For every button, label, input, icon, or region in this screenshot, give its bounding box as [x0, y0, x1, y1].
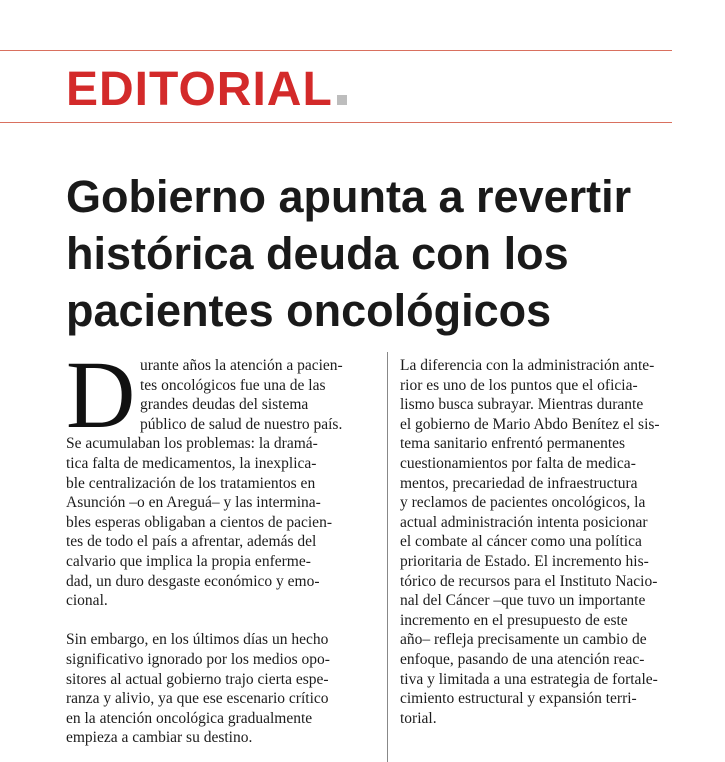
drop-cap: D — [66, 341, 136, 448]
label-dot-decoration — [337, 95, 347, 105]
text-line: enfoque, pasando de una atención reac- — [400, 650, 645, 668]
text-line: empieza a cambiar su destino. — [66, 729, 253, 747]
text-line: tes de todo el país a afrentar, además del — [66, 533, 317, 551]
headline-line: histórica deuda con los — [66, 228, 569, 279]
text-line: en la atención oncológica gradualmente — [66, 709, 313, 727]
text-line: prioritaria de Estado. El incremento his- — [400, 552, 649, 570]
text-line: el gobierno de Mario Abdo Benítez el sis- — [400, 415, 660, 433]
text-line: el combate al cáncer como una política — [400, 533, 642, 551]
text-line: tica falta de medicamentos, la inexplica- — [66, 454, 317, 472]
text-line: Asunción –o en Areguá– y las intermina- — [66, 494, 321, 512]
left-column — [66, 341, 376, 748]
bottom-rule — [0, 122, 672, 123]
text-line: actual administración intenta posicionar — [400, 513, 648, 531]
text-line: tórico de recursos para el Instituto Nacio- — [400, 572, 658, 590]
text-line: tes oncológicos fue una de las — [140, 376, 326, 394]
headline-line: Gobierno apunta a revertir — [66, 171, 632, 222]
section-label — [66, 62, 347, 118]
text-line: y reclamos de pacientes oncológicos, la — [400, 494, 646, 512]
headline — [66, 168, 686, 339]
text-line: ble centralización de los tratamientos en — [66, 474, 316, 492]
text-line: grandes deudas del sistema — [140, 396, 309, 414]
text-line: cuestionamientos por falta de medica- — [400, 454, 636, 472]
text-line: significativo ignorado por los medios opo- — [66, 650, 330, 668]
top-rule — [0, 50, 672, 51]
section-label-text: EDITORIAL — [66, 63, 333, 116]
text-line: público de salud de nuestro país. — [140, 415, 343, 433]
text-line: calvario que implica la propia enferme- — [66, 552, 311, 570]
text-line: incremento en el presupuesto de este — [400, 611, 628, 629]
text-line: dad, un duro desgaste económico y emo- — [66, 572, 320, 590]
text-line: lismo busca subrayar. Mientras durante — [400, 396, 644, 414]
headline-line: pacientes oncológicos — [66, 285, 552, 336]
text-line: Sin embargo, en los últimos días un hecho — [66, 631, 329, 649]
paragraph-2 — [66, 630, 376, 748]
text-line: urante años la atención a pacien- — [140, 357, 343, 374]
text-line: bles esperas obligaban a cientos de pacien- — [66, 513, 332, 531]
paragraph-gap — [66, 611, 376, 631]
text-line: Se acumulaban los problemas: la dramá- — [66, 435, 318, 453]
text-line: año– refleja precisamente un cambio de — [400, 631, 647, 649]
column-divider — [387, 352, 388, 762]
text-line: mentos, precariedad de infraestructura — [400, 474, 638, 492]
text-line: La diferencia con la administración ante- — [400, 357, 655, 374]
text-line: sitores al actual gobierno trajo cierta espe- — [66, 670, 329, 688]
text-line: nal del Cáncer –que tuvo un importante — [400, 592, 646, 610]
text-line: rior es uno de los puntos que el oficia- — [400, 376, 638, 394]
text-line: torial. — [400, 709, 437, 727]
text-line: cional. — [66, 592, 108, 610]
text-line: tema sanitario enfrentó permanentes — [400, 435, 626, 453]
text-line: ranza y alivio, ya que ese escenario crítico — [66, 690, 329, 708]
text-line: cimiento estructural y expansión terri- — [400, 690, 637, 708]
right-column — [400, 356, 708, 728]
text-line: tiva y limitada a una estrategia de fortale- — [400, 670, 658, 688]
